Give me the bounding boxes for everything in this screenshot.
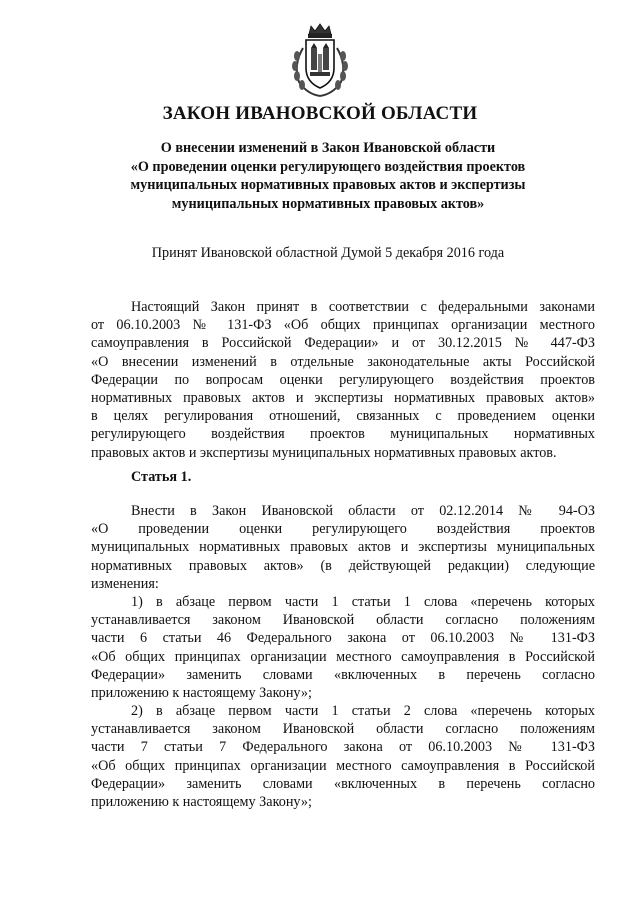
paragraph-line: Федерации» заменить словами «включенных в перечень согласно: [91, 775, 595, 792]
paragraph-line: «О внесении изменений в отдельные законодательные акты Российской: [91, 353, 595, 370]
paragraph-line: регулирующего воздействия проектов муниципальных нормативных: [91, 426, 595, 443]
paragraph-line: части 6 статьи 46 Федерального закона от 06.10.2003 № 131-ФЗ: [91, 630, 595, 647]
paragraph-line: от 06.10.2003 № 131-ФЗ «Об общих принципах организации местного: [91, 317, 595, 334]
paragraph-line: части 7 статьи 7 Федерального закона от 06.10.2003 № 131-ФЗ: [91, 739, 595, 756]
paragraph-line: «О проведении оценки регулирующего воздействия проектов: [91, 521, 595, 538]
paragraph-line: Настоящий Закон принят в соответствии с федеральными законами: [131, 299, 595, 315]
paragraph-line: устанавливается законом Ивановской области согласно положениям: [91, 612, 595, 629]
article-heading: Статья 1.: [131, 469, 192, 485]
paragraph-line: Федерации» заменить словами «включенных в перечень согласно: [91, 666, 595, 683]
paragraph-line: правовых актов и экспертизы муниципальных нормативных правовых актов.: [91, 444, 557, 461]
paragraph-line: изменения:: [91, 575, 159, 592]
paragraph-line: 2) в абзаце первом части 1 статьи 2 слова «перечень которых: [131, 703, 595, 720]
preamble-paragraph: [91, 298, 595, 462]
subtitle-line: муниципальных нормативных правовых актов»: [171, 195, 485, 212]
subtitle-line: «О проведении оценки регулирующего воздействия проектов: [130, 158, 526, 175]
paragraph-line: приложению к настоящему Закону»;: [91, 794, 312, 810]
coat-of-arms-icon: [289, 20, 351, 100]
paragraph-line: 1) в абзаце первом части 1 статьи 1 слова «перечень которых: [131, 593, 595, 610]
subtitle-line: О внесении изменений в Закон Ивановской области: [160, 140, 496, 156]
document-title: ЗАКОН ИВАНОВСКОЙ ОБЛАСТИ: [162, 103, 478, 124]
paragraph-line: самоуправления в Российской Федерации» и от 30.12.2015 № 447-ФЗ: [91, 335, 595, 352]
paragraph-line: «Об общих принципах организации местного самоуправления в Российской: [91, 757, 595, 774]
paragraph-line: «Об общих принципах организации местного самоуправления в Российской: [91, 648, 595, 665]
paragraph-line: муниципальных нормативных правовых актов и экспертизы муниципальных: [91, 539, 595, 556]
adoption-date-line: Принят Ивановской областной Думой 5 декабря 2016 года: [151, 245, 505, 261]
document-subtitle: [80, 139, 576, 213]
paragraph-line: приложению к настоящему Закону»;: [91, 684, 312, 701]
subtitle-line: муниципальных нормативных правовых актов и экспертизы: [130, 177, 526, 193]
paragraph-line: нормативных правовых актов» (в действующей редакции) следующие: [91, 557, 595, 574]
paragraph-line: в целях регулирования отношений, связанных с проведением оценки: [91, 408, 595, 425]
paragraph-line: нормативных правовых актов и экспертизы нормативных правовых актов»: [91, 389, 595, 406]
paragraph-line: устанавливается законом Ивановской области согласно положениям: [91, 721, 595, 738]
article-body: [91, 502, 595, 811]
paragraph-line: Федерации по вопросам оценки регулирующего воздействия проектов: [91, 371, 595, 388]
paragraph-line: Внести в Закон Ивановской области от 02.12.2014 № 94-ОЗ: [131, 503, 595, 519]
